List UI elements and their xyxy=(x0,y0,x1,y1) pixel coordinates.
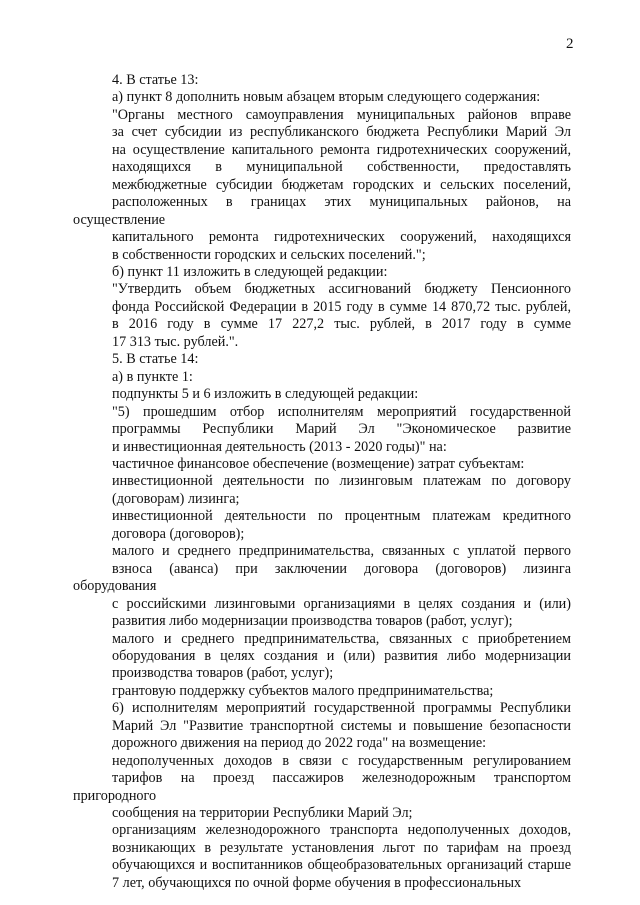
text-line: малого и среднего предпринимательства, связанных с приобретением xyxy=(112,630,571,647)
paragraph xyxy=(73,107,571,264)
text-line: "Органы местного самоуправления муниципальных районов вправе xyxy=(112,106,571,123)
text-line: "5) прошедшим отбор исполнителям мероприятий государственной xyxy=(112,403,571,420)
text-line: подпункты 5 и 6 изложить в следующей редакции: xyxy=(112,386,419,403)
paragraph xyxy=(73,264,571,281)
paragraph xyxy=(73,89,571,106)
paragraph xyxy=(73,473,571,508)
paragraph xyxy=(73,369,571,386)
text-line: недополученных доходов в связи с государственным регулированием xyxy=(112,752,571,769)
text-line: инвестиционной деятельности по процентным платежам кредитного xyxy=(112,508,571,525)
text-line: инвестиционной деятельности по лизинговым платежам по договору xyxy=(112,473,571,490)
text-line: производства товаров (работ, услуг); xyxy=(112,665,334,682)
text-line: и инвестиционная деятельность (2013 - 2020 годы)" на: xyxy=(112,438,447,455)
paragraph xyxy=(73,456,571,473)
text-line: сообщения на территории Республики Марий Эл; xyxy=(112,805,413,822)
text-line: договора (договоров); xyxy=(112,525,245,542)
text-line: с российскими лизинговыми организациями в целях создания и (или) xyxy=(112,595,571,612)
paragraph xyxy=(73,631,571,683)
text-line: фонда Российской Федерации в 2015 году в сумме 14 870,72 тыс. рублей, xyxy=(112,298,571,315)
text-line: 6) исполнителям мероприятий государственной программы Республики xyxy=(112,700,571,717)
text-line: тарифов на проезд пассажиров железнодорожным транспортом пригородного xyxy=(73,770,571,804)
text-line: обучающихся и воспитанников общеобразовательных организаций старше xyxy=(112,857,571,874)
text-line: б) пункт 11 изложить в следующей редакции: xyxy=(112,263,388,280)
paragraph xyxy=(73,281,571,351)
text-line: развития либо модернизации производства товаров (работ, услуг); xyxy=(112,613,513,630)
page-number: 2 xyxy=(566,36,574,52)
text-line: (договорам) лизинга; xyxy=(112,490,240,507)
text-line: а) пункт 8 дополнить новым абзацем вторым следующего содержания: xyxy=(112,89,541,106)
text-line: расположенных в границах этих муниципальных районов, на осуществление xyxy=(73,194,571,228)
paragraph xyxy=(73,700,571,752)
paragraph xyxy=(73,753,571,823)
text-line: дорожного движения на период до 2022 года" на возмещение: xyxy=(112,735,487,752)
text-line: 5. В статье 14: xyxy=(112,351,199,368)
text-line: программы Республики Марий Эл "Экономическое развитие xyxy=(112,421,571,438)
text-line: капитального ремонта гидротехнических сооружений, находящихся xyxy=(112,229,571,246)
text-line: Марий Эл "Развитие транспортной системы и повышение безопасности xyxy=(112,717,571,734)
text-line: 4. В статье 13: xyxy=(112,72,199,88)
text-line: взноса (аванса) при заключении договора (договоров) лизинга оборудования xyxy=(73,560,571,595)
text-line: находящихся в муниципальной собственности, предоставлять xyxy=(112,159,571,176)
paragraph xyxy=(73,508,571,543)
text-line: оборудования в целях создания и (или) развития либо модернизации xyxy=(112,647,571,664)
text-line: в 2016 году в сумме 17 227,2 тыс. рублей, в 2017 году в сумме xyxy=(112,316,571,333)
text-line: частичное финансовое обеспечение (возмещение) затрат субъектам: xyxy=(112,455,525,472)
paragraph xyxy=(73,386,571,403)
text-line: в собственности городских и сельских поселений."; xyxy=(112,246,426,263)
document-body xyxy=(73,72,571,892)
text-line: возникающих в результате установления льгот по тарифам на проезд xyxy=(112,839,571,856)
paragraph xyxy=(73,404,571,456)
paragraph xyxy=(73,72,571,89)
text-line: на осуществление капитального ремонта гидротехнических сооружений, xyxy=(112,141,571,158)
text-line: "Утвердить объем бюджетных ассигнований бюджету Пенсионного xyxy=(112,281,571,298)
text-line: межбюджетные субсидии бюджетам городских и сельских поселений, xyxy=(112,176,571,193)
text-line: организациям железнодорожного транспорта недополученных доходов, xyxy=(112,822,571,839)
text-line: малого и среднего предпринимательства, связанных с уплатой первого xyxy=(112,543,571,560)
paragraph xyxy=(73,822,571,892)
text-line: 17 313 тыс. рублей.". xyxy=(112,333,239,350)
text-line: грантовую поддержку субъектов малого предпринимательства; xyxy=(112,682,494,699)
text-line: 7 лет, обучающихся по очной форме обучения в профессиональных xyxy=(112,874,522,891)
text-line: а) в пункте 1: xyxy=(112,368,193,385)
paragraph xyxy=(73,683,571,700)
paragraph xyxy=(73,543,571,630)
paragraph xyxy=(73,351,571,368)
text-line: за счет субсидии из республиканского бюджета Республики Марий Эл xyxy=(112,124,571,141)
